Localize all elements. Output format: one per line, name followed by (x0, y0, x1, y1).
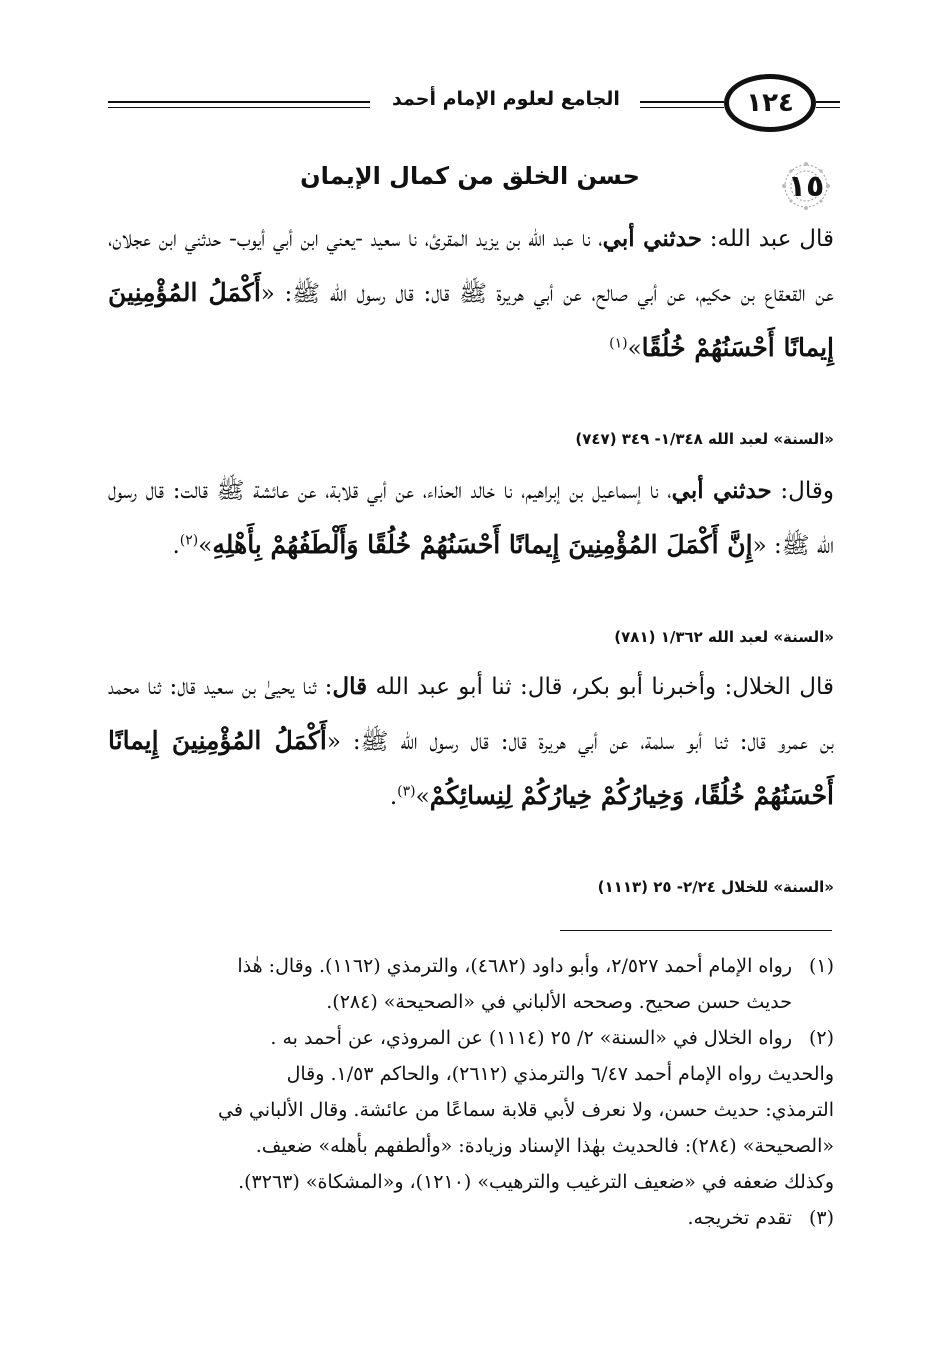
section-number-ornament (770, 162, 842, 210)
header-rule-right-thin (816, 107, 840, 108)
para2-hadith-text: إِنَّ أَكْمَلَ المُؤْمِنِينَ إِيمانًا أَحْسَنُهُمْ خُلُقًا وَأَلْطَفُهُمْ بِأَهْلِهِ (212, 530, 753, 559)
footnotes (108, 948, 834, 1236)
footnote-body (108, 1056, 834, 1200)
para3-quote-close: » (415, 784, 430, 810)
para2-narrator-bold: حدثني أبي (671, 477, 772, 504)
para2-period: . (172, 533, 180, 559)
running-title: الجامع لعلوم الإمام أحمد (392, 88, 620, 110)
footnote-body (108, 1020, 792, 1056)
footnote-2-continuation (108, 1056, 834, 1200)
source-reference-1: «السنة» لعبد الله ١/٣٤٨- ٣٤٩ (٧٤٧) (575, 430, 834, 448)
footnote-line: الترمذي: حديث حسن، ولا نعرف لأبي قلابة سماعًا من عائشة. وقال الألباني في (217, 1099, 834, 1121)
para3-period: . (389, 784, 398, 810)
footnote-separator (560, 930, 832, 931)
footnote-number: (٢) (808, 1027, 834, 1049)
footnote-body (108, 1200, 792, 1236)
para2-text: وقال: (771, 478, 835, 504)
hadith-paragraph-2 (108, 464, 834, 573)
page-number-badge (724, 74, 816, 132)
para1-text: قال عبد الله: (701, 226, 834, 252)
footnote-2 (108, 1020, 834, 1056)
para2-chain: ، نا إسماعيل بن إبراهيم، نا خالد الحذاء، عن أبي قلابة، عن عائشة ﷺ قالت: قال رسول الله ﷺ: « (108, 478, 834, 559)
header-rule-left (108, 101, 370, 103)
footnote-marker-3: (٣) (397, 783, 416, 800)
footnote-line: رواه الإمام أحمد ٢/٥٢٧، وأبو داود (٤٦٨٢)، والترمذي (١١٦٢). وقال: هٰذا (237, 955, 792, 977)
page-number: ١٢٤ (746, 88, 794, 118)
para1-chain: ، نا عبد الله بن يزيد المقرئ، نا سعيد -يعني ابن أبي أيوب- حدثني ابن عجلان، عن القعقاع بن حكيم، عن أبي صالح، عن أبي هريرة ﷺ قال: قال رسول الله ﷺ: « (108, 226, 834, 307)
source-reference-3: «السنة» للخلال ٢/٢٤- ٢٥ (١١١٣) (597, 878, 834, 896)
footnote-marker-2: (٢) (179, 532, 199, 549)
para3-hadith-text: أَكْمَلُ المُؤْمِنِينَ إِيمانًا أَحْسَنُهُمْ خُلُقًا، وَخِيارُكُمْ خِيارُكُمْ لِنِسائِكُمْ (108, 726, 834, 810)
section-number: ١٥ (787, 168, 825, 204)
footnote-line: وكذلك ضعفه في «ضعيف الترغيب والترهيب» (١٢١٠)، و«المشكاة» (٣٢٦٣). (238, 1171, 834, 1193)
hadith-paragraph-1 (108, 212, 834, 376)
footnote-line: حديث حسن صحيح. وصححه الألباني في «الصحيحة» (٢٨٤). (326, 991, 792, 1013)
footnote-1 (108, 948, 834, 1020)
section-title: حسن الخلق من كمال الإيمان (300, 162, 640, 190)
footnote-line: «الصحيحة» (٢٨٤): فالحديث بهٰذا الإسناد وزيادة: «وألطفهم بأهله» ضعيف. (255, 1135, 834, 1157)
footnote-body (108, 948, 792, 1020)
footnote-number: (٣) (808, 1207, 834, 1229)
para1-narrator-bold: حدثني أبي (602, 225, 702, 252)
footnote-line: تقدم تخريجه. (687, 1207, 792, 1229)
header-rule-right (816, 101, 840, 103)
para2-quote-close: » (198, 533, 213, 559)
para3-chain: : ثنا يحيىٰ بن سعيد قال: ثنا محمد بن عمرو قال: ثنا أبو سلمة، عن أبي هريرة قال: قال رسول الله ﷺ: « (108, 674, 834, 755)
footnote-marker-1: (١) (609, 335, 628, 352)
footnote-3 (108, 1200, 834, 1236)
footnote-number: (١) (808, 955, 834, 977)
para1-quote-close: » (627, 336, 642, 362)
para1-hadith-text: أَكْمَلُ المُؤْمِنِينَ إِيمانًا أَحْسَنُهُمْ خُلُقًا (108, 278, 834, 362)
header-rule-middle (640, 101, 724, 103)
footnote-line: رواه الخلال في «السنة» ٢/ ٢٥ (١١١٤) عن المروذي، عن أحمد به . (270, 1027, 792, 1049)
footnote-line: والحديث رواه الإمام أحمد ٦/٤٧ والترمذي (٢٦١٢)، والحاكم ١/٥٣. وقال (286, 1063, 834, 1085)
hadith-paragraph-3 (108, 660, 834, 824)
header-rule-middle-thin (640, 107, 724, 108)
para3-qal-bold: قال (332, 673, 368, 700)
source-reference-2: «السنة» لعبد الله ١/٣٦٢ (٧٨١) (614, 628, 834, 646)
para3-text: قال الخلال: وأخبرنا أبو بكر، قال: ثنا أبو عبد الله (367, 674, 834, 700)
header-rule-left-thin (108, 107, 370, 108)
